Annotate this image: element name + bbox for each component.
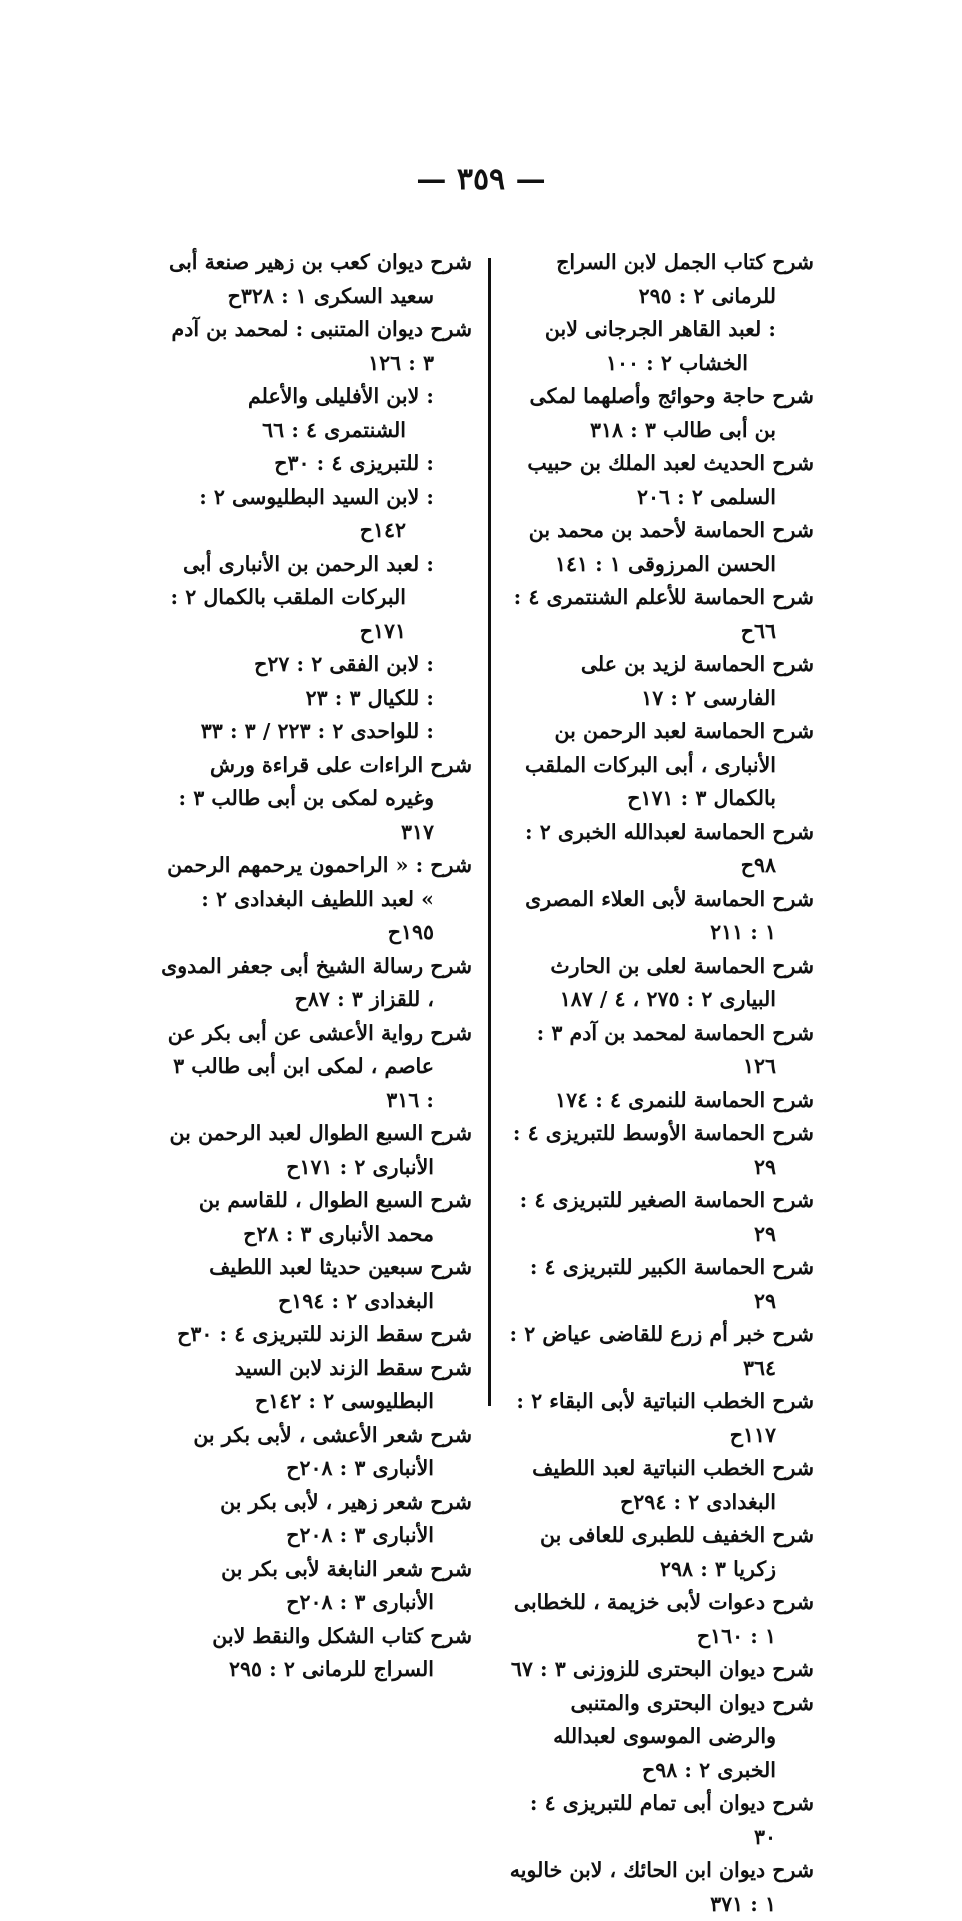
index-entry: شرح دعوات لأبى خزيمة ، للخطابى ١ : ١٦٠ح xyxy=(513,1590,814,1648)
index-entry: شرح شعر النابغة لأبى بكر بن الأنبارى ٣ : ٢٠٨ح xyxy=(221,1556,472,1614)
index-entry: شرح شعر زهير ، لأبى بكر بن الأنبارى ٣ : ٢٠٨ح xyxy=(220,1489,472,1547)
index-entry: : للواحدى ٢ : ٢٢٣ / ٣ : ٣٣ xyxy=(200,719,434,743)
index-entry: شرح ديوان المتنبى : لمحمد بن آدم ٣ : ١٢٦ xyxy=(171,317,472,375)
index-entry: شرح : « الراحمون يرحمهم الرحمن » لعبد اللطيف البغدادى ٢ : ١٩٥ح xyxy=(167,853,472,944)
index-entry: : لعبد الرحمن بن الأنبارى أبى البركات الملقب بالكمال ٢ : ١٧١ح xyxy=(170,551,434,643)
page-number: — ٣٥٩ — xyxy=(416,162,546,197)
index-entry: : للتبريزى ٤ : ٣٠ح xyxy=(274,451,434,475)
index-entry: شرح ديوان ابن الحائك ، لابن خالويه ١ : ٣٧١ xyxy=(509,1858,814,1916)
index-entry: شرح الحماسة الأوسط للتبريزى ٤ : ٢٩ xyxy=(512,1121,814,1179)
index-entry: شرح ديوان البحترى والمتنبى والرضى الموسوى لعبدالله الخبرى ٢ : ٩٨ح xyxy=(553,1690,814,1782)
index-entry: شرح سقط الزند للتبريزى ٤ : ٣٠ح xyxy=(177,1322,472,1346)
index-entry: شرح الحماسة لعبدالله الخبرى ٢ : ٩٨ح xyxy=(525,819,814,877)
index-entry: شرح الراءات على قراءة ورش وغيره لمكى بن أبى طالب ٣ : ٣١٧ xyxy=(178,752,472,844)
index-entry: شرح الحماسة لزيد بن على الفارسى ٢ : ١٧ xyxy=(580,652,814,710)
index-entry: شرح الحماسة لأحمد بن محمد بن الحسن المرزوقى ١ : ١٤١ xyxy=(528,518,814,576)
index-entry: شرح الحماسة لعلى بن الحارث البيارى ٢ : ٢٧٥ ، ٤ / ١٨٧ xyxy=(550,953,814,1011)
column-divider xyxy=(488,258,491,1406)
index-entry: شرح الحماسة لأبى العلاء المصرى ١ : ٢١١ xyxy=(525,886,814,944)
index-entry: شرح شعر الأعشى ، لأبى بكر بن الأنبارى ٣ : ٢٠٨ح xyxy=(193,1422,472,1480)
index-entry: : لابن الأفليلى والأعلم الشنتمرى ٤ : ٦٦ xyxy=(248,384,434,442)
index-entry: شرح الخطب النباتية لعبد اللطيف البغدادى ٢ : ٢٩٤ح xyxy=(532,1456,814,1514)
index-column-right xyxy=(508,246,814,1921)
index-entry: شرح الحديث لعبد الملك بن حبيب السلمى ٢ : ٢٠٦ xyxy=(527,451,814,509)
index-entry: شرح الحماسة لمحمد بن آدم ٣ : ١٢٦ xyxy=(536,1020,814,1078)
index-entry: شرح كتاب الجمل لابن السراج للرمانى ٢ : ٢٩٥ xyxy=(556,250,814,308)
index-entry: شرح الخطب النباتية لأبى البقاء ٢ : ١١٧ح xyxy=(516,1389,814,1447)
index-entry: شرح الحماسة الكبير للتبريزى ٤ : ٢٩ xyxy=(529,1255,814,1313)
index-entry: شرح سبعين حديثا لعبد اللطيف البغدادى ٢ : ١٩٤ح xyxy=(209,1255,472,1313)
index-entry: شرح رواية الأعشى عن أبى بكر عن عاصم ، لمكى ابن أبى طالب ٣ : ٣١٦ xyxy=(167,1020,472,1112)
index-entry: : لابن السيد البطليوسى ٢ : ١٤٢ح xyxy=(199,484,434,542)
index-entry: شرح الحماسة لعبد الرحمن بن الأنبارى ، أبى البركات الملقب بالكمال ٣ : ١٧١ح xyxy=(525,719,814,810)
index-entry: : لابن الفقى ٢ : ٢٧ح xyxy=(254,652,434,676)
index-entry: شرح ديوان كعب بن زهير صنعة أبى سعيد السكرى ١ : ٣٢٨ح xyxy=(169,250,472,308)
index-entry: شرح السبع الطوال لعبد الرحمن بن الأنبارى ٢ : ١٧١ح xyxy=(169,1121,472,1179)
index-entry: شرح رسالة الشيخ أبى جعفر المدوى ، للقزاز ٣ : ٨٧ح xyxy=(161,953,472,1011)
index-entry: : للكيال ٣ : ٢٣ xyxy=(305,685,434,710)
index-entry: شرح ديوان أبى تمام للتبريزى ٤ : ٣٠ xyxy=(529,1791,814,1849)
index-entry: شرح الحماسة الصغير للتبريزى ٤ : ٢٩ xyxy=(519,1188,814,1246)
index-entry: شرح الحماسة للأعلم الشنتمرى ٤ : ٦٦ح xyxy=(513,585,814,643)
index-entry: شرح الحماسة للنمرى ٤ : ١٧٤ xyxy=(555,1087,814,1112)
index-entry: شرح السبع الطوال ، للقاسم بن محمد الأنبارى ٣ : ٢٨ح xyxy=(198,1188,472,1246)
index-entry: شرح ديوان البحترى للزوزنى ٣ : ٦٧ xyxy=(510,1657,814,1681)
index-entry: شرح الخفيف للطبرى للعافى بن زكريا ٣ : ٢٩٨ xyxy=(540,1523,814,1581)
index-entry: : لعبد القاهر الجرجانى لابن الخشاب ٢ : ١٠٠ xyxy=(544,317,776,375)
index-column-left xyxy=(160,246,472,1687)
index-entry: شرح حاجة وحوائج وأصلهما لمكى بن أبى طالب ٣ : ٣١٨ xyxy=(529,384,814,442)
index-entry: شرح كتاب الشكل والنقط لابن السراج للرمانى ٢ : ٢٩٥ xyxy=(212,1623,472,1681)
index-entry: شرح سقط الزند لابن السيد البطليوسى ٢ : ١٤٢ح xyxy=(234,1355,472,1413)
index-entry: شرح خبر أم زرع للقاضى عياض ٢ : ٣٦٤ xyxy=(509,1322,814,1380)
